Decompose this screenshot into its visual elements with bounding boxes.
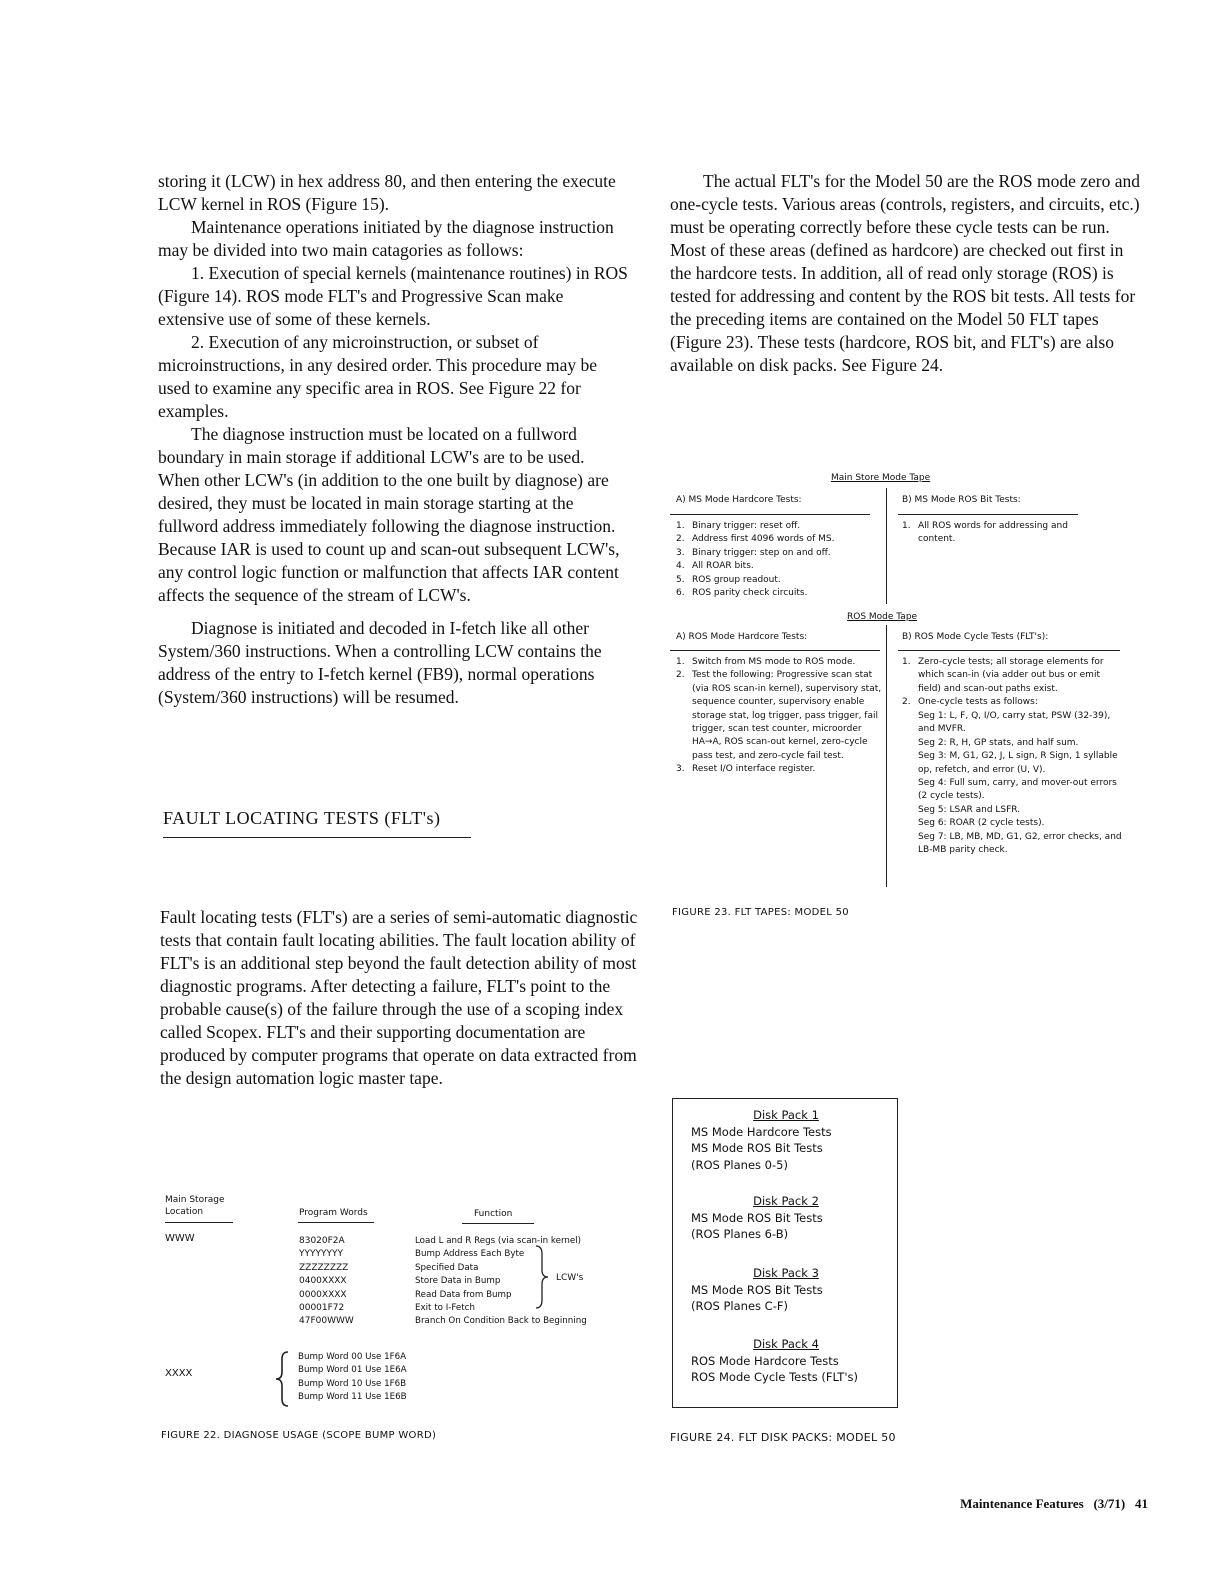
paragraph-flt: Fault locating tests (FLT's) are a series of semi-automatic diagnostic tests that contain fault locating abilities. The fault location ability of FLT's is an additional step beyond the fault detection ability of most diagnostic programs. After detecting a failure, FLT's point to the probable cause(s) of the failure through the use of a scoping index called Scopex. FLT's and their supporting documentation are produced by computer programs that operate on data extracted from the design automation logic master tape. — [160, 907, 638, 1088]
col-header-function: Function — [474, 1209, 513, 1219]
segment-item: Seg 7: LB, MB, MD, G1, G2, error checks, and LB-MB parity check. — [918, 831, 1122, 856]
disk-pack-line: (ROS Planes 0-5) — [691, 1157, 788, 1172]
heading-rule — [163, 837, 471, 838]
segment-item: Seg 3: M, G1, G2, J, L sign, R Sign, 1 syllable op, refetch, and error (U, V). — [918, 751, 1118, 775]
figure-22-caption: FIGURE 22. DIAGNOSE USAGE (SCOPE BUMP WORD) — [161, 1430, 437, 1441]
disk-pack-line: MS Mode Hardcore Tests — [691, 1124, 832, 1139]
ros-hardcore-title: A) ROS Mode Hardcore Tests: — [676, 632, 808, 642]
paragraph-diagnose-ifetch: Diagnose is initiated and decoded in I-fetch like all other System/360 instructions. When a controlling LCW contains the address of the entry to I-fetch kernel (FB9), normal operations (System/360 instructions) will be resumed. — [158, 618, 602, 707]
list-item: 6. ROS parity check circuits. — [676, 588, 808, 599]
function-item: Specified Data — [415, 1262, 479, 1273]
list-item: 1. Switch from MS mode to ROS mode. — [676, 657, 856, 667]
rule — [670, 514, 870, 515]
lcw-brace — [534, 1244, 554, 1310]
disk-pack-title: Disk Pack 1 — [753, 1108, 819, 1122]
rule — [462, 1223, 534, 1224]
figure-24-box — [672, 1098, 898, 1408]
ms-hardcore-list — [676, 520, 881, 600]
col-header-program-words: Program Words — [299, 1208, 368, 1218]
disk-pack-line: (ROS Planes C-F) — [691, 1299, 788, 1313]
function-item: Branch On Condition Back to Beginning — [415, 1316, 587, 1327]
ms-rosbit-title: B) MS Mode ROS Bit Tests: — [902, 495, 1021, 505]
bump-word: Bump Word 01 Use 1E6A — [298, 1365, 407, 1376]
disk-pack-line: (ROS Planes 6-B) — [691, 1227, 789, 1241]
location-xxxx: XXXX — [165, 1368, 193, 1379]
rule — [165, 1222, 233, 1223]
paragraph-actual-flts: The actual FLT's for the Model 50 are the ROS mode zero and one-cycle tests. Various areas (controls, registers, and circuits, etc.) must be operating correctly before these cycle tests can be run. Most of these areas (defined as hardcore) are checked out first in the hardcore tests. In addition, all of read only storage (ROS) is tested for addressing and content by the ROS bit tests. All tests for the preceding items are contained on the Model 50 FLT tapes (Figure 23). These tests (hardcore, ROS bit, and FLT's) are also available on disk packs. See Figure 24. — [670, 171, 1140, 375]
page-footer — [960, 1496, 1148, 1512]
disk-pack-title: Disk Pack 4 — [753, 1337, 819, 1351]
paragraph-diagnose-location: The diagnose instruction must be located on a fullword boundary in main storage if additional LCW's are to be used. When other LCW's (in addition to the one built by diagnose) are desired, they must be located in main storage starting at the fullword address immediately following the diagnose instruction. Because IAR is used to count up and scan-out subsequent LCW's, any control logic function or malfunction that affects IAR content affects the sequence of the stream of LCW's. — [158, 424, 620, 605]
function-item: Bump Address Each Byte — [415, 1249, 525, 1260]
program-word: 0400XXXX — [299, 1276, 347, 1287]
rule — [298, 1222, 374, 1223]
location-www: WWW — [165, 1233, 195, 1244]
segment-item: Seg 2: R, H, GP stats, and half sum. — [918, 737, 1079, 748]
paragraph-item-1: 1. Execution of special kernels (maintenance routines) in ROS (Figure 14). ROS mode FLT's and Progressive Scan make extensive use of some of these kernels. — [158, 263, 628, 329]
list-item: 4. All ROAR bits. — [676, 561, 754, 572]
ros-cycle-list — [902, 656, 1122, 710]
ms-hardcore-title: A) MS Mode Hardcore Tests: — [676, 495, 802, 505]
paragraph-item-2: 2. Execution of any microinstruction, or subset of microinstructions, in any desired order. This procedure may be used to examine any specific area in ROS. See Figure 22 for examples. — [158, 332, 598, 421]
disk-pack-1 — [691, 1107, 881, 1173]
footer-section: Maintenance Features — [960, 1496, 1084, 1511]
col-header-location: Main Storage Location — [165, 1195, 225, 1217]
function-item: Load L and R Regs (via scan-in kernel) — [415, 1236, 582, 1246]
program-word: ZZZZZZZZ — [299, 1262, 349, 1273]
paragraph-lcw: storing it (LCW) in hex address 80, and then entering the execute LCW kernel in ROS (Figure 15). — [158, 171, 616, 214]
list-item: 2. One-cycle tests as follows: — [902, 697, 1038, 708]
list-item: 1. Binary trigger: reset off. — [676, 521, 801, 531]
right-column — [670, 170, 1145, 377]
disk-pack-line: ROS Mode Hardcore Tests — [691, 1353, 839, 1368]
program-word: 0000XXXX — [299, 1289, 347, 1300]
program-word: 00001F72 — [299, 1303, 345, 1314]
disk-pack-2 — [691, 1193, 881, 1243]
segment-item: Seg 6: ROAR (2 cycle tests). — [918, 818, 1045, 829]
disk-pack-title: Disk Pack 3 — [753, 1266, 819, 1280]
bump-words-list — [298, 1351, 407, 1405]
page-number: 41 — [1135, 1496, 1148, 1511]
disk-pack-4 — [691, 1336, 881, 1386]
list-item: 2. Test the following: Progressive scan stat (via ROS scan-in kernel), supervisory stat, sequence counter, supervisory enable storage stat, log trigger, pass trigger, fail trigger, scan test counter, microorder HA→A, ROS scan-out kernel, zero-cycle pass test, and zero-cycle fail test. — [676, 670, 882, 761]
segment-item: Seg 4: Full sum, carry, and mover-out errors (2 cycle tests). — [918, 778, 1117, 802]
figure-24-caption: FIGURE 24. FLT DISK PACKS: MODEL 50 — [670, 1431, 896, 1444]
list-item: 1. All ROS words for addressing and content. — [902, 521, 1068, 545]
divider — [886, 488, 887, 604]
main-store-tape-title: Main Store Mode Tape — [831, 473, 931, 483]
list-item: 3. Reset I/O interface register. — [676, 764, 816, 775]
disk-pack-line: MS Mode ROS Bit Tests — [691, 1282, 823, 1297]
disk-pack-3 — [691, 1265, 881, 1315]
bump-word: Bump Word 00 Use 1F6A — [298, 1352, 407, 1362]
rule — [898, 650, 1120, 651]
paragraph-maintenance-ops: Maintenance operations initiated by the diagnose instruction may be divided into two main catagories as follows: — [158, 217, 614, 260]
ros-hardcore-list — [676, 656, 882, 777]
disk-pack-line: ROS Mode Cycle Tests (FLT's) — [691, 1370, 858, 1384]
figure-23-caption: FIGURE 23. FLT TAPES: MODEL 50 — [672, 907, 849, 918]
bump-brace — [272, 1350, 292, 1408]
function-item: Store Data in Bump — [415, 1276, 501, 1287]
program-word: 83020F2A — [299, 1236, 345, 1246]
disk-pack-line: MS Mode ROS Bit Tests — [691, 1141, 823, 1155]
segment-item: Seg 1: L, F, Q, I/O, carry stat, PSW (32-39), and MVFR. — [918, 711, 1111, 735]
segment-item: Seg 5: LSAR and LSFR. — [918, 804, 1021, 815]
program-word: 47F00WWW — [299, 1316, 354, 1327]
ros-cycle-title: B) ROS Mode Cycle Tests (FLT's): — [902, 632, 1049, 642]
function-item: Read Data from Bump — [415, 1289, 512, 1300]
left-column — [158, 170, 630, 709]
list-item: 2. Address first 4096 words of MS. — [676, 534, 835, 545]
rule — [670, 650, 880, 651]
ros-tape-title: ROS Mode Tape — [847, 612, 918, 622]
list-item: 1. Zero-cycle tests; all storage elements for which scan-in (via adder out bus or emit field) and scan-out paths exist. — [902, 657, 1104, 694]
footer-date: (3/71) — [1093, 1496, 1126, 1511]
bump-word: Bump Word 11 Use 1E6B — [298, 1392, 407, 1403]
disk-pack-line: MS Mode ROS Bit Tests — [691, 1210, 823, 1225]
rule — [898, 514, 1078, 515]
program-words-list — [299, 1235, 354, 1329]
ms-rosbit-list — [902, 520, 1072, 547]
lcw-label: LCW's — [556, 1273, 584, 1283]
segment-list — [918, 710, 1122, 857]
bump-word: Bump Word 10 Use 1F6B — [298, 1378, 407, 1389]
divider — [886, 625, 887, 887]
list-item: 3. Binary trigger: step on and off. — [676, 547, 831, 558]
disk-pack-title: Disk Pack 2 — [753, 1194, 819, 1208]
section-heading: FAULT LOCATING TESTS (FLT's) — [163, 808, 441, 828]
list-item: 5. ROS group readout. — [676, 574, 781, 585]
program-word: YYYYYYYY — [299, 1249, 343, 1260]
function-item: Exit to I-Fetch — [415, 1303, 475, 1314]
